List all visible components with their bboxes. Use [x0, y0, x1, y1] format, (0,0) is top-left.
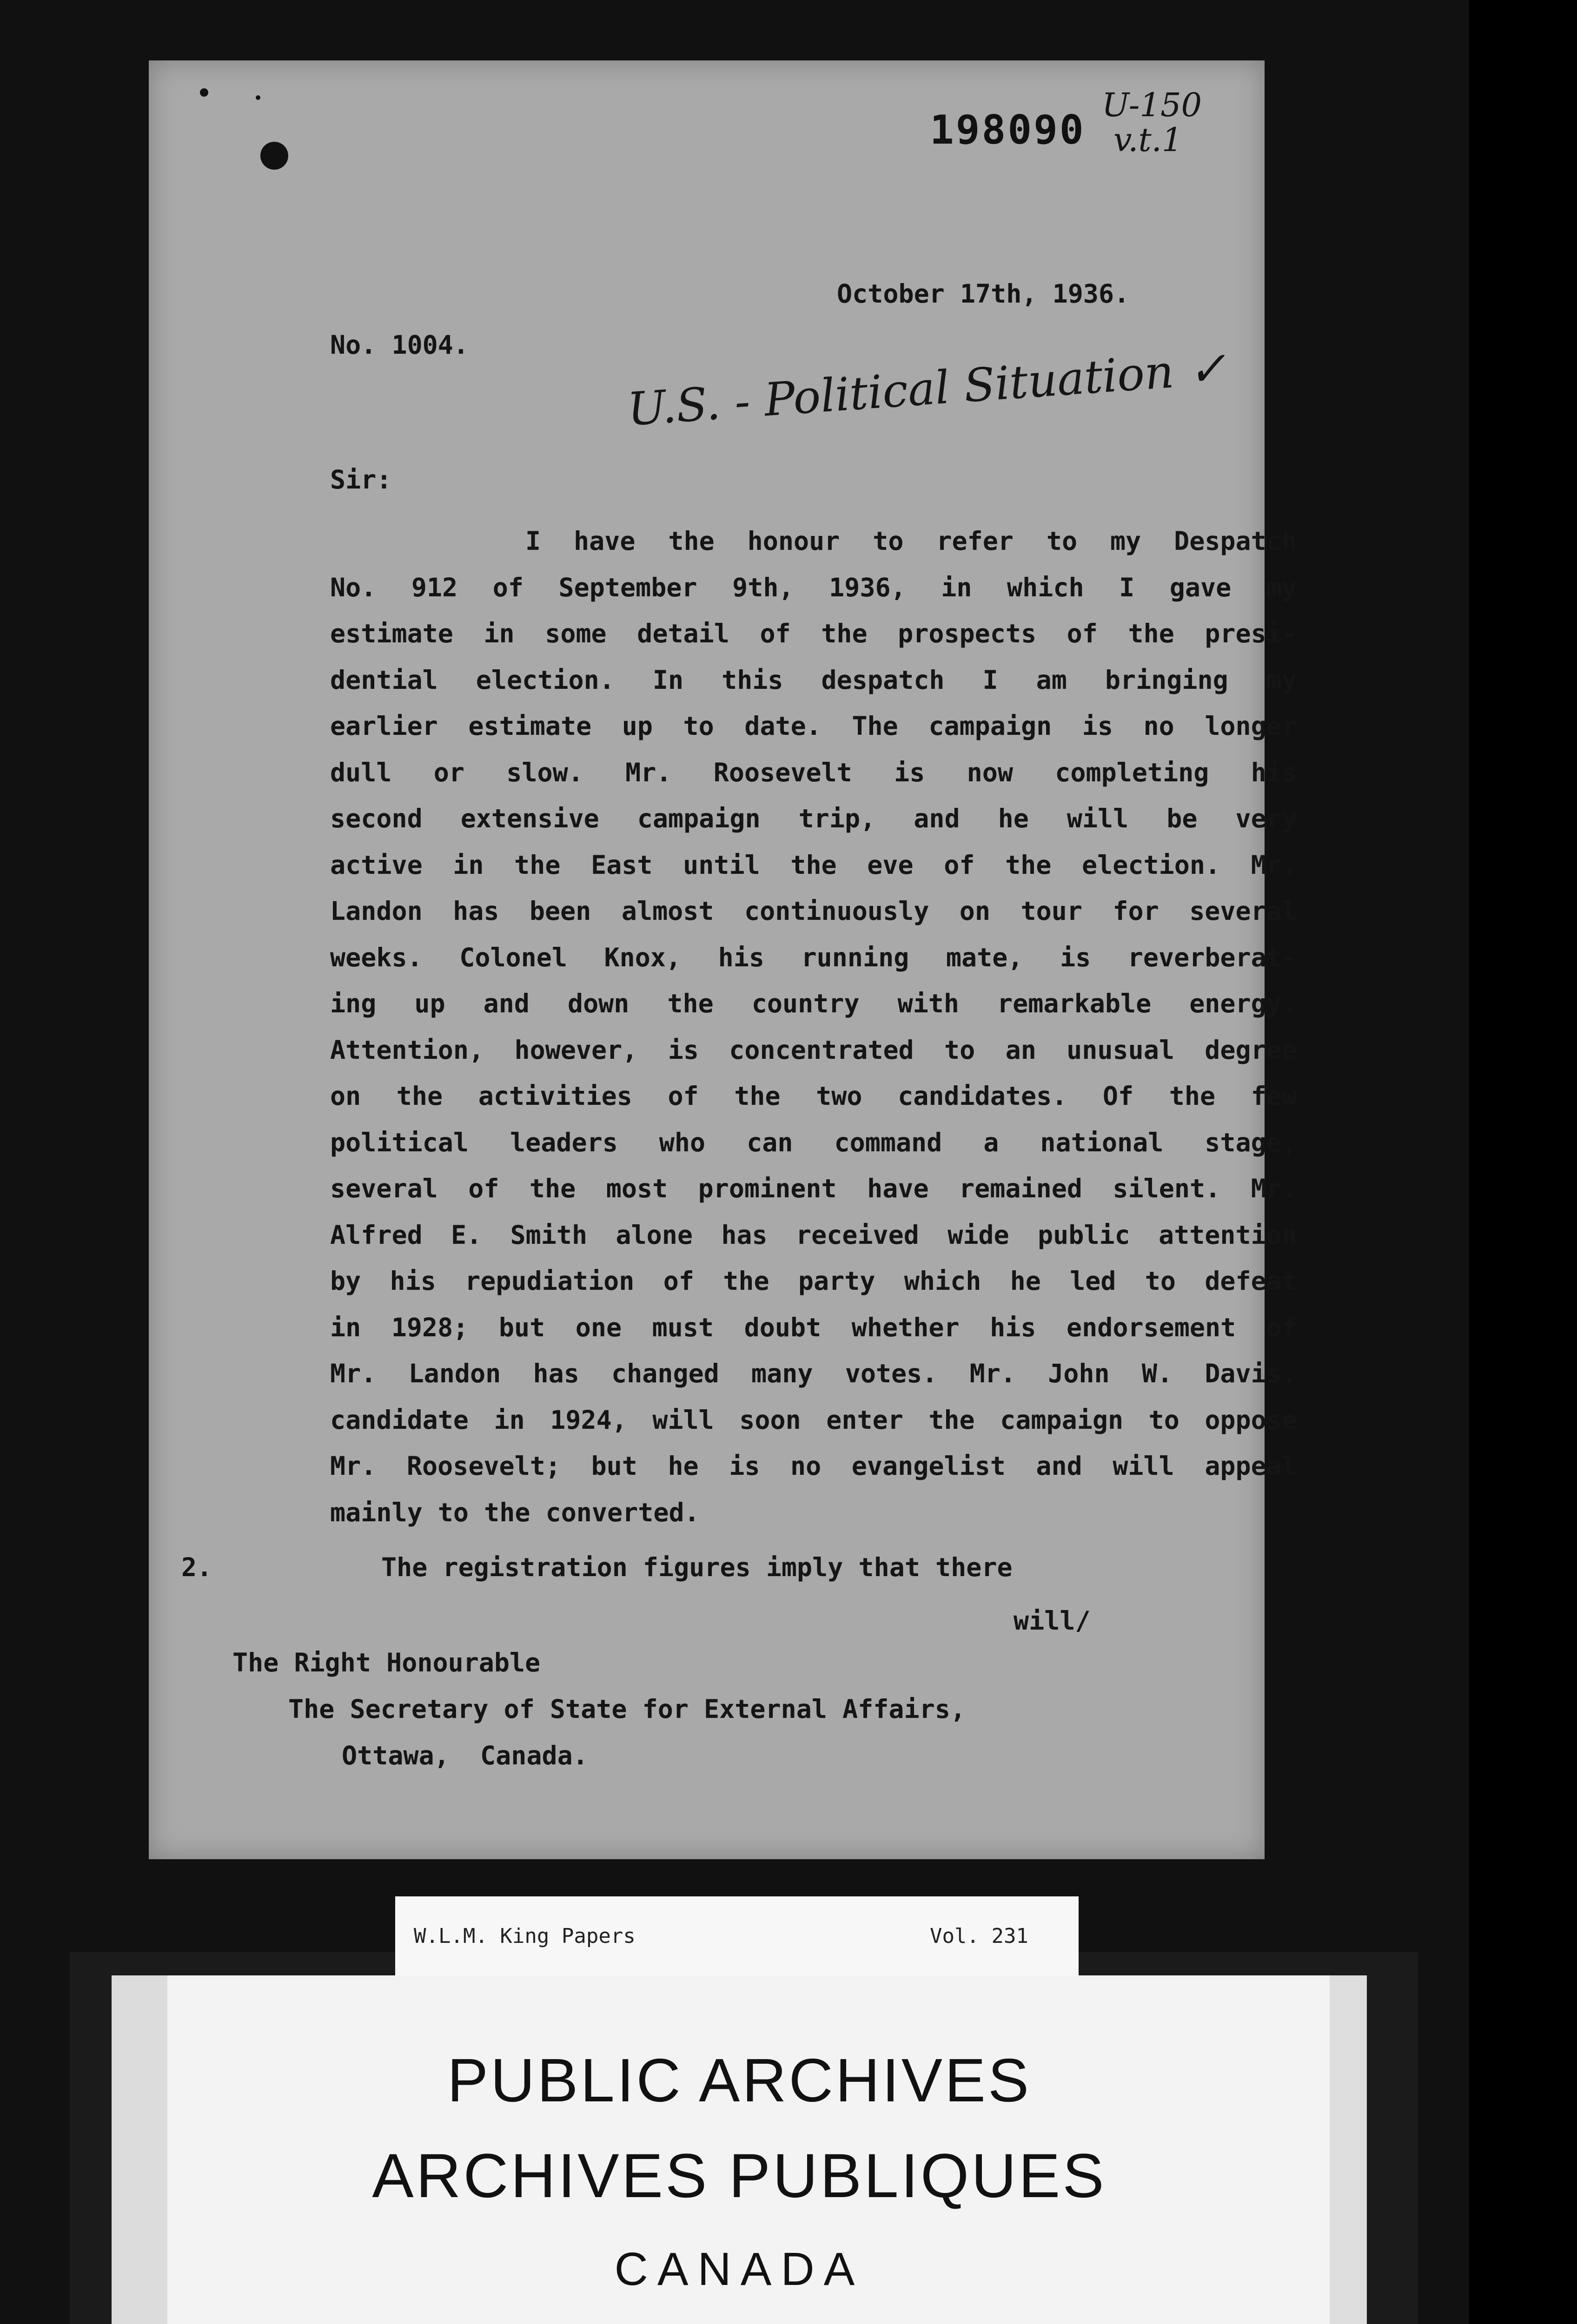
archive-card: [112, 1975, 1367, 2324]
document-number: 198090: [930, 107, 1086, 153]
address-line-1: The Right Honourable: [232, 1648, 541, 1677]
text-line: mainly to the converted.: [330, 1497, 700, 1527]
handwritten-subject: U.S. - Political Situation ✓: [626, 342, 1228, 436]
text-line: Alfred E. Smith alone has received wide public attention: [330, 1220, 1297, 1250]
paragraph-1: [330, 518, 1297, 1536]
corner-note-line2: v.t.1: [1113, 121, 1183, 159]
text-line: on the activities of the two candidates. Of the few: [330, 1081, 1297, 1111]
letter-page: [149, 60, 1297, 1859]
text-line: dull or slow. Mr. Roosevelt is now completing his: [330, 757, 1297, 787]
paragraph-2-text: The registration figures imply that there: [381, 1552, 1013, 1582]
text-line: estimate in some detail of the prospects of the presi-: [330, 619, 1297, 648]
text-line: earlier estimate up to date. The campaign is no longer: [330, 711, 1297, 741]
collection-name: W.L.M. King Papers: [414, 1924, 636, 1948]
address-line-3: Ottawa, Canada.: [342, 1741, 588, 1770]
letter-date: October 17th, 1936.: [837, 279, 1130, 309]
text-line: dential election. In this despatch I am bringing my: [330, 665, 1297, 695]
text-line: political leaders who can command a national stage,: [330, 1127, 1297, 1157]
text-line: by his repudiation of the party which he led to defeat: [330, 1266, 1297, 1296]
text-line: active in the East until the eve of the election. Mr.: [330, 850, 1297, 880]
ink-speck: [256, 95, 260, 100]
ink-speck: [200, 88, 208, 97]
address-line-2: The Secretary of State for External Affairs,: [288, 1694, 966, 1724]
paragraph-2-number: 2.: [181, 1552, 212, 1582]
text-line: Mr. Roosevelt; but he is no evangelist and will appeal: [330, 1451, 1297, 1481]
catchword: will/: [1014, 1606, 1091, 1636]
text-line: in 1928; but one must doubt whether his endorsement of: [330, 1312, 1297, 1342]
text-line: candidate in 1924, will soon enter the campaign to oppose: [330, 1405, 1297, 1435]
collection-label: [395, 1896, 1079, 1975]
text-line: I have the honour to refer to my Despatch: [525, 526, 1297, 556]
archive-title-english: PUBLIC ARCHIVES: [447, 2046, 1032, 2114]
text-line: No. 912 of September 9th, 1936, in which I gave my: [330, 572, 1297, 602]
salutation: Sir:: [330, 465, 392, 495]
despatch-number: No. 1004.: [330, 330, 469, 360]
text-line: ing up and down the country with remarkable energy.: [330, 989, 1297, 1018]
text-line: Mr. Landon has changed many votes. Mr. John W. Davis,: [330, 1359, 1297, 1388]
archive-title-french: ARCHIVES PUBLIQUES: [372, 2141, 1107, 2211]
text-line: several of the most prominent have remained silent. Mr.: [330, 1174, 1297, 1203]
punch-hole: [260, 142, 288, 170]
corner-note-line1: U-150: [1102, 86, 1202, 124]
text-line: Landon has been almost continuously on tour for several: [330, 896, 1297, 926]
text-line: weeks. Colonel Knox, his running mate, is reverberat-: [330, 942, 1297, 972]
text-line: Attention, however, is concentrated to an unusual degree: [330, 1035, 1297, 1065]
archive-country: CANADA: [614, 2243, 864, 2295]
volume-number: Vol. 231: [930, 1924, 1028, 1948]
text-line: second extensive campaign trip, and he will be very: [330, 804, 1297, 833]
film-edge: [1469, 0, 1577, 2324]
